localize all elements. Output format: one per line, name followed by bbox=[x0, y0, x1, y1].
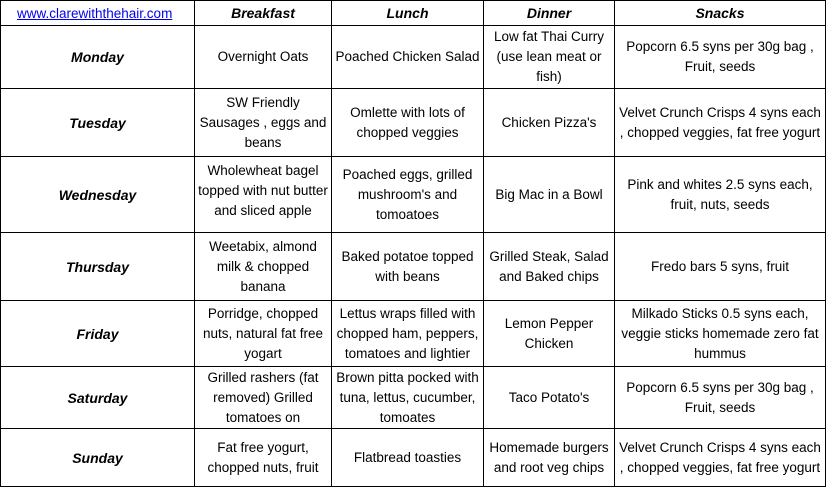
snacks-cell: Velvet Crunch Crisps 4 syns each , chopped veggies, fat free yogurt bbox=[615, 429, 826, 487]
breakfast-cell: SW Friendly Sausages , eggs and beans bbox=[195, 89, 332, 157]
day-cell: Thursday bbox=[1, 233, 195, 301]
lunch-cell: Baked potatoe topped with beans bbox=[332, 233, 484, 301]
day-cell: Wednesday bbox=[1, 157, 195, 233]
snacks-cell: Pink and whites 2.5 syns each, fruit, nuts, seeds bbox=[615, 157, 826, 233]
dinner-cell: Lemon Pepper Chicken bbox=[484, 301, 615, 367]
table-row bbox=[1, 89, 826, 157]
lunch-header: Lunch bbox=[332, 1, 484, 26]
website-link-cell bbox=[1, 1, 195, 26]
snacks-cell: Fredo bars 5 syns, fruit bbox=[615, 233, 826, 301]
table-row bbox=[1, 157, 826, 233]
table-row bbox=[1, 233, 826, 301]
breakfast-cell bbox=[195, 157, 332, 233]
day-cell: Friday bbox=[1, 301, 195, 367]
breakfast-cell: Overnight Oats bbox=[195, 26, 332, 89]
lunch-cell: Omlette with lots of chopped veggies bbox=[332, 89, 484, 157]
lunch-cell: Poached eggs, grilled mushroom's and tomoatoes bbox=[332, 157, 484, 233]
snacks-cell: Popcorn 6.5 syns per 30g bag , Fruit, seeds bbox=[615, 367, 826, 429]
snacks-cell: Velvet Crunch Crisps 4 syns each , chopped veggies, fat free yogurt bbox=[615, 89, 826, 157]
breakfast-cell: Fat free yogurt, chopped nuts, fruit bbox=[195, 429, 332, 487]
table-row bbox=[1, 301, 826, 367]
lunch-cell: Flatbread toasties bbox=[332, 429, 484, 487]
dinner-header: Dinner bbox=[484, 1, 615, 26]
table-row bbox=[1, 367, 826, 429]
lunch-cell: Brown pitta pocked with tuna, lettus, cucumber, tomoates bbox=[332, 367, 484, 429]
table-row bbox=[1, 26, 826, 89]
dinner-cell: Grilled Steak, Salad and Baked chips bbox=[484, 233, 615, 301]
lunch-cell: Poached Chicken Salad bbox=[332, 26, 484, 89]
snacks-cell: Milkado Sticks 0.5 syns each, veggie sticks homemade zero fat hummus bbox=[615, 301, 826, 367]
lunch-cell: Lettus wraps filled with chopped ham, peppers, tomatoes and lightier bbox=[332, 301, 484, 367]
table-row bbox=[1, 429, 826, 487]
dinner-cell: Homemade burgers and root veg chips bbox=[484, 429, 615, 487]
breakfast-cell: Porridge, chopped nuts, natural fat free yogart bbox=[195, 301, 332, 367]
day-cell: Saturday bbox=[1, 367, 195, 429]
snacks-cell: Popcorn 6.5 syns per 30g bag , Fruit, seeds bbox=[615, 26, 826, 89]
day-cell: Sunday bbox=[1, 429, 195, 487]
day-cell: Tuesday bbox=[1, 89, 195, 157]
breakfast-cell: Grilled rashers (fat removed) Grilled tomatoes on bbox=[195, 367, 332, 429]
breakfast-cell: Weetabix, almond milk & chopped banana bbox=[195, 233, 332, 301]
dinner-cell: Low fat Thai Curry (use lean meat or fish) bbox=[484, 26, 615, 89]
website-link[interactable]: www.clarewiththehair.com bbox=[17, 5, 173, 21]
snacks-header: Snacks bbox=[615, 1, 826, 26]
day-cell: Monday bbox=[1, 26, 195, 89]
dinner-cell: Taco Potato's bbox=[484, 367, 615, 429]
dinner-cell: Chicken Pizza's bbox=[484, 89, 615, 157]
breakfast-header: Breakfast bbox=[195, 1, 332, 26]
breakfast-text: Wholewheat bagel topped with nut butter and sliced apple bbox=[198, 162, 328, 218]
header-row bbox=[1, 1, 826, 26]
dinner-cell: Big Mac in a Bowl bbox=[484, 157, 615, 233]
